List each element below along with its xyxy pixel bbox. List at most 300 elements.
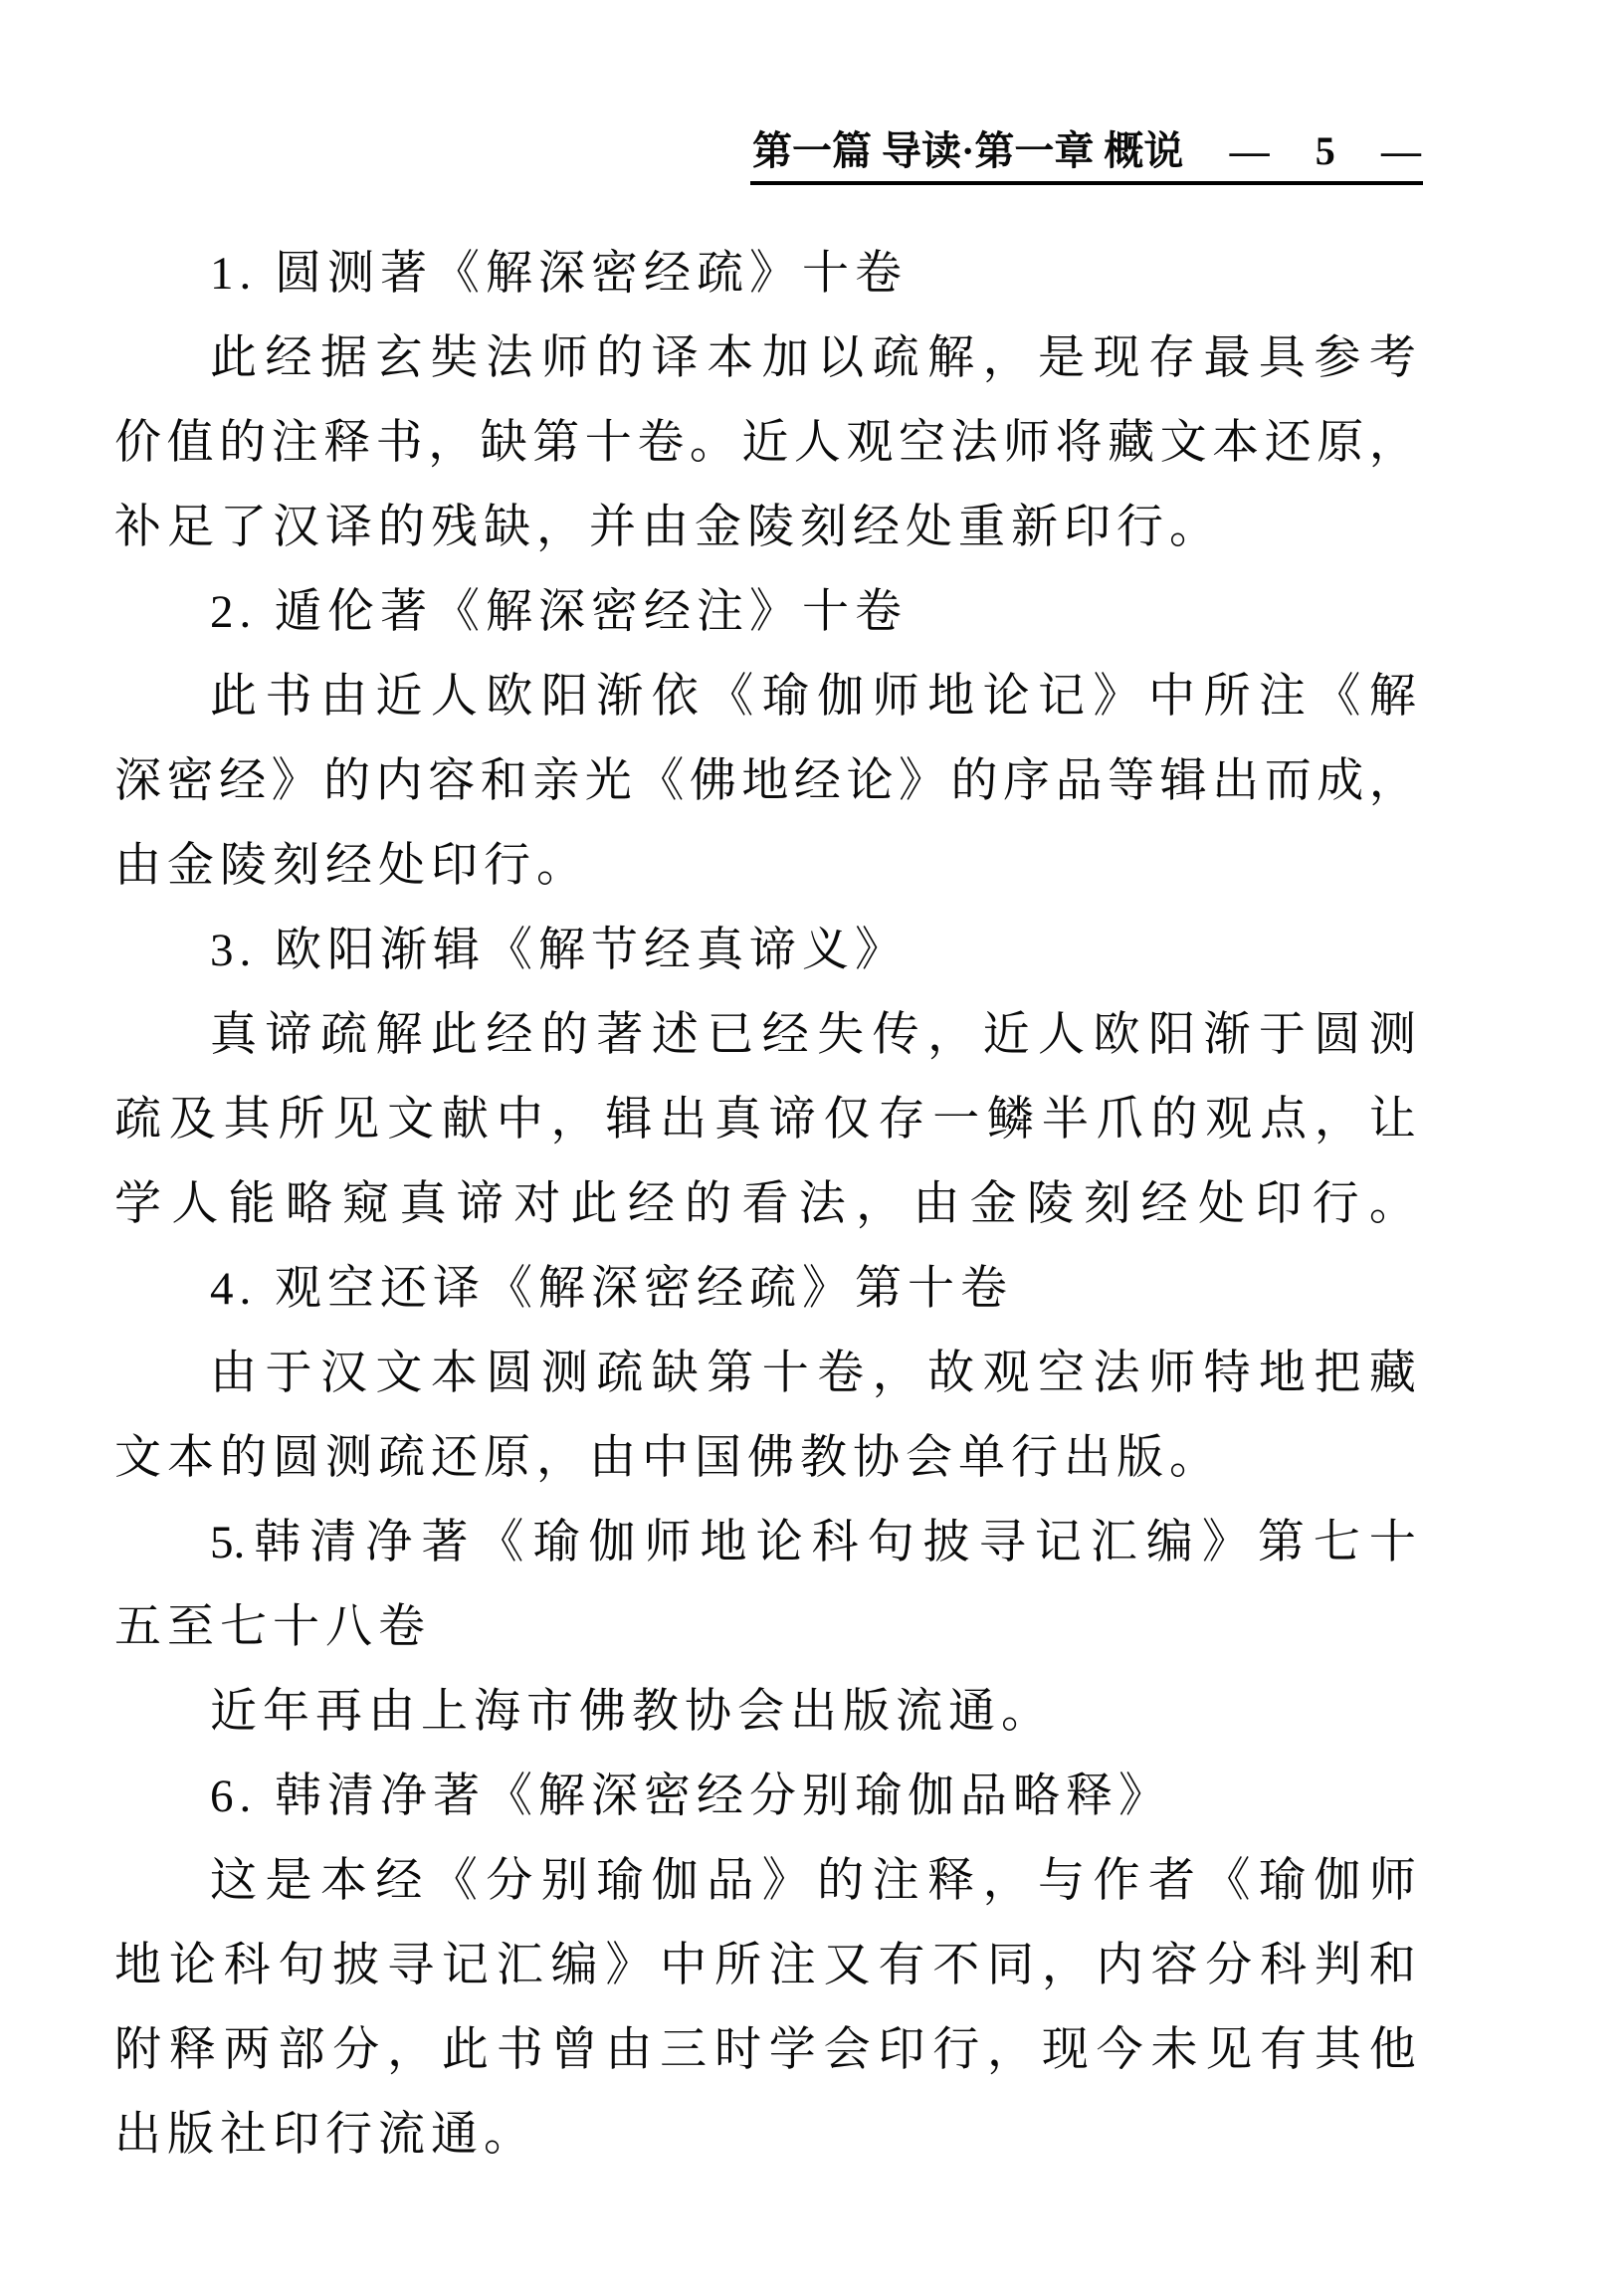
text-char: 品 [1055, 755, 1103, 807]
text-char: 《 [1314, 671, 1361, 723]
text-line [114, 401, 1416, 486]
text-char: 疏 [596, 1348, 644, 1399]
text-char: 和 [480, 755, 527, 807]
text-char: 中 [660, 1940, 708, 1991]
text-char: 论 [168, 1940, 216, 1991]
text-char: 空 [1038, 1348, 1086, 1399]
text-char: 披 [332, 1940, 380, 1991]
running-title: 第一篇 导读·第一章 概说 [752, 128, 1184, 173]
text-char: 及 [168, 1094, 216, 1146]
text-char: 三 [660, 2024, 708, 2076]
text-line [114, 1924, 1416, 2008]
text-char: 的 [323, 755, 371, 807]
text-char: 能 [228, 1178, 276, 1230]
text-char: 法 [950, 417, 998, 469]
text-char: 师 [644, 1517, 692, 1568]
text-char: 者 [1147, 1855, 1195, 1907]
text-char: 地 [700, 1517, 747, 1568]
text-char: 法 [486, 332, 533, 384]
text-char: 书 [496, 2024, 543, 2076]
text-char: 文 [387, 1094, 435, 1146]
text-char: 参 [1314, 332, 1361, 384]
text-char: 学 [114, 1178, 161, 1230]
text-char: 著 [421, 1517, 469, 1568]
text-char: 论 [846, 755, 894, 807]
text-char: 师 [1003, 417, 1051, 469]
text-char: 论 [755, 1517, 803, 1568]
text-char: 成 [1317, 755, 1364, 807]
text-char: 所 [713, 1940, 761, 1991]
text-char: 本 [1212, 417, 1260, 469]
text-char: 伽 [651, 1855, 699, 1907]
text-char: 传 [872, 1009, 919, 1061]
text-char: 原 [1317, 417, 1364, 469]
text-char: 。 [1368, 1178, 1416, 1230]
text-char: 玄 [375, 332, 423, 384]
text-char: 伽 [588, 1517, 636, 1568]
text-char: 地 [927, 671, 975, 723]
text-char: 于 [265, 1348, 312, 1399]
text-char: 藏 [1108, 417, 1155, 469]
text-char: 解 [375, 1009, 423, 1061]
text-char: 汇 [1090, 1517, 1137, 1568]
text-char: 释 [168, 2024, 216, 2076]
text-char: 见 [1205, 2024, 1253, 2076]
text-char: 谛 [456, 1178, 504, 1230]
text-char: 由 [605, 2024, 653, 2076]
text-line: 出版社印行流通。 [114, 2109, 536, 2161]
text-char: 瑜 [532, 1517, 580, 1568]
text-char: 第 [532, 417, 580, 469]
text-char: 观 [846, 417, 894, 469]
text-char: 品 [707, 1855, 754, 1907]
text-char: ， [856, 1178, 904, 1230]
text-char: 故 [927, 1348, 975, 1399]
text-char: 师 [872, 671, 919, 723]
text-char: 据 [319, 332, 367, 384]
text-char: ， [428, 417, 476, 469]
text-char: 真 [210, 1009, 257, 1061]
text-char: 今 [1096, 2024, 1143, 2076]
text-char: 学 [768, 2024, 816, 2076]
text-char: 以 [817, 332, 865, 384]
text-char: 披 [922, 1517, 970, 1568]
text-char: 陵 [1027, 1178, 1074, 1230]
text-line [114, 993, 1416, 1078]
text-char: 地 [741, 755, 789, 807]
text-char: 时 [713, 2024, 761, 2076]
text-char: 净 [365, 1517, 413, 1568]
text-char: 序 [1003, 755, 1051, 807]
text-line: 补足了汉译的残缺，并由金陵刻经处重新印行。 [114, 502, 1222, 553]
text-char: 亲 [532, 755, 580, 807]
text-char: 汇 [496, 1940, 543, 1991]
text-char: 金 [969, 1178, 1017, 1230]
text-char: 于 [1258, 1009, 1306, 1061]
text-char: 释 [323, 417, 371, 469]
text-line [114, 739, 1416, 824]
text-line: 2. 遁伦著《解深密经注》十卷 [210, 586, 908, 638]
text-char: 地 [114, 1940, 161, 1991]
text-char: 附 [114, 2024, 161, 2076]
text-char: 近 [741, 417, 789, 469]
text-char: 》 [605, 1940, 653, 1991]
text-line [114, 1162, 1416, 1247]
text-char: 清 [309, 1517, 357, 1568]
text-char: 记 [1034, 1517, 1082, 1568]
text-char: 阳 [540, 671, 588, 723]
text-char: 佛 [689, 755, 736, 807]
text-char: 同 [987, 1940, 1034, 1991]
text-char: 他 [1368, 2024, 1416, 2076]
text-char: 第 [707, 1348, 754, 1399]
text-char: 》 [898, 755, 945, 807]
text-char: 注 [1258, 671, 1306, 723]
text-line [114, 655, 1416, 739]
page-dash-left: — [1229, 128, 1270, 173]
text-char: 《 [1203, 1855, 1251, 1907]
text-char: 见 [332, 1094, 380, 1146]
text-char: 分 [1205, 1940, 1253, 1991]
text-char: 述 [651, 1009, 699, 1061]
text-char: ， [927, 1009, 975, 1061]
text-char: 》 [271, 755, 318, 807]
text-char: 奘 [430, 332, 478, 384]
text-char: 疏 [319, 1009, 367, 1061]
text-char: 辑 [605, 1094, 653, 1146]
text-char: ， [982, 1855, 1030, 1907]
text-line: 1. 圆测著《解深密经疏》十卷 [210, 248, 908, 300]
text-char: 》 [1201, 1517, 1249, 1568]
text-char: 现 [1093, 332, 1140, 384]
text-char: ， [550, 1094, 598, 1146]
text-char: 印 [878, 2024, 925, 2076]
text-char: 注 [872, 1855, 919, 1907]
text-char: 缺 [480, 417, 527, 469]
text-char: 而 [1264, 755, 1312, 807]
text-char: 的 [950, 755, 998, 807]
text-char: 疏 [114, 1094, 161, 1146]
text-char: 人 [793, 417, 841, 469]
text-char: 存 [878, 1094, 925, 1146]
text-char: ， [1368, 755, 1416, 807]
text-char: 印 [1255, 1178, 1303, 1230]
text-char: 欧 [486, 671, 533, 723]
text-char: 有 [1260, 2024, 1308, 2076]
text-char: 行 [932, 2024, 980, 2076]
text-char: 中 [496, 1094, 543, 1146]
text-char: 科 [811, 1517, 859, 1568]
text-char: 由 [210, 1348, 257, 1399]
text-char: 人 [1038, 1009, 1086, 1061]
text-char: 经 [793, 755, 841, 807]
text-char: 此 [570, 1178, 618, 1230]
text-char: 真 [713, 1094, 761, 1146]
text-char: 编 [550, 1940, 598, 1991]
text-char: 十 [584, 417, 632, 469]
text-char: 瑜 [596, 1855, 644, 1907]
text-char: 经 [265, 332, 312, 384]
text-char: ， [982, 332, 1030, 384]
text-line: 6. 韩清净著《解深密经分别瑜伽品略释》 [210, 1771, 1171, 1822]
text-char: 存 [1147, 332, 1195, 384]
text-char: 测 [540, 1348, 588, 1399]
text-char: 有 [878, 1940, 925, 1991]
text-char: 文 [375, 1348, 423, 1399]
text-char: 此 [430, 1009, 478, 1061]
text-char: 容 [428, 755, 476, 807]
text-line: 文本的圆测疏还原，由中国佛教协会单行出版。 [114, 1432, 1222, 1484]
text-char: 论 [982, 671, 1030, 723]
text-char: 经 [486, 1009, 533, 1061]
text-char: 由 [913, 1178, 960, 1230]
text-char: 半 [1041, 1094, 1089, 1146]
text-char: 缺 [651, 1348, 699, 1399]
text-char: 真 [399, 1178, 447, 1230]
text-char: 刻 [1084, 1178, 1131, 1230]
text-char: 让 [1368, 1094, 1416, 1146]
text-char: 瑜 [761, 671, 809, 723]
page-number: 5 [1315, 128, 1335, 173]
header-underline [750, 181, 1423, 185]
text-char: 空 [898, 417, 945, 469]
text-char: 行 [1312, 1178, 1359, 1230]
text-char: 爪 [1096, 1094, 1143, 1146]
text-char: 与 [1038, 1855, 1086, 1907]
text-char: 对 [513, 1178, 561, 1230]
text-char: 的 [817, 1855, 865, 1907]
text-char: 阳 [1147, 1009, 1195, 1061]
text-char: 第 [1257, 1517, 1305, 1568]
text-char: 的 [685, 1178, 732, 1230]
text-char: 人 [430, 671, 478, 723]
text-char: ， [872, 1348, 919, 1399]
text-char: 本 [707, 332, 754, 384]
text-char: 伽 [1314, 1855, 1361, 1907]
text-char: ， [387, 2024, 435, 2076]
text-char: 其 [1314, 2024, 1361, 2076]
text-char: 寻 [387, 1940, 435, 1991]
text-char: 出 [660, 1094, 708, 1146]
text-char: 近 [375, 671, 423, 723]
text-char: 句 [278, 1940, 325, 1991]
text-char: 寻 [978, 1517, 1026, 1568]
page-header [752, 128, 1421, 173]
text-char: 谛 [265, 1009, 312, 1061]
text-char: 经 [761, 1009, 809, 1061]
text-char: 科 [223, 1940, 271, 1991]
text-char: 别 [540, 1855, 588, 1907]
text-char: 5. [210, 1517, 246, 1568]
text-char: 曾 [550, 2024, 598, 2076]
text-char: 点 [1260, 1094, 1308, 1146]
text-char: 《 [707, 671, 754, 723]
text-char: 注 [768, 1940, 816, 1991]
text-char: 地 [1258, 1348, 1306, 1399]
text-char: 具 [1258, 332, 1306, 384]
text-char: 献 [441, 1094, 489, 1146]
text-char: 《 [477, 1517, 524, 1568]
text-char: 的 [540, 1009, 588, 1061]
text-char: 的 [1150, 1094, 1198, 1146]
text-char: 分 [332, 2024, 380, 2076]
text-char: 师 [540, 332, 588, 384]
text-char: 藏 [1368, 1348, 1416, 1399]
text-char: 观 [1205, 1094, 1253, 1146]
text-char: 等 [1108, 755, 1155, 807]
text-char: 测 [1368, 1009, 1416, 1061]
text-char: 加 [761, 332, 809, 384]
text-char: 密 [166, 755, 214, 807]
text-char: 此 [210, 671, 257, 723]
text-char: 译 [651, 332, 699, 384]
text-char: 韩 [254, 1517, 302, 1568]
text-char: 法 [1093, 1348, 1140, 1399]
text-char: 本 [430, 1348, 478, 1399]
text-char: 科 [1260, 1940, 1308, 1991]
text-char: 的 [219, 417, 267, 469]
text-char: 光 [584, 755, 632, 807]
text-line: 近年再由上海市佛教协会出版流通。 [210, 1686, 1054, 1738]
text-char: 卷 [637, 417, 685, 469]
text-char: 》 [1093, 671, 1140, 723]
text-char: 渐 [1203, 1009, 1251, 1061]
text-char: 著 [596, 1009, 644, 1061]
text-char: 最 [1203, 332, 1251, 384]
text-line [114, 1839, 1416, 1924]
body-text [114, 232, 1416, 2178]
text-char: 还 [1264, 417, 1312, 469]
text-char: 本 [319, 1855, 367, 1907]
text-char: 欧 [1093, 1009, 1140, 1061]
text-char: ， [1314, 1094, 1361, 1146]
text-char: 经 [1140, 1178, 1188, 1230]
text-line [114, 1501, 1416, 1585]
text-char: 鳞 [987, 1094, 1034, 1146]
text-char: 辑 [1159, 755, 1207, 807]
text-char: 考 [1368, 332, 1416, 384]
text-char: 十 [1368, 1517, 1416, 1568]
text-char: 渐 [596, 671, 644, 723]
text-char: 把 [1314, 1348, 1361, 1399]
text-char: 谛 [768, 1094, 816, 1146]
text-char: 会 [823, 2024, 871, 2076]
text-char: 仅 [823, 1094, 871, 1146]
text-char: 这 [210, 1855, 257, 1907]
text-line: 4. 观空还译《解深密经疏》第十卷 [210, 1263, 1013, 1315]
text-char: 》 [761, 1855, 809, 1907]
text-char: 经 [627, 1178, 675, 1230]
text-char: 判 [1314, 1940, 1361, 1991]
text-char: 书 [265, 671, 312, 723]
text-char: 窥 [342, 1178, 390, 1230]
text-line: 由金陵刻经处印行。 [114, 840, 589, 892]
text-char: 不 [932, 1940, 980, 1991]
text-char: 依 [651, 671, 699, 723]
text-char: ， [1368, 417, 1416, 469]
text-char: 的 [596, 332, 644, 384]
text-char: 价 [114, 417, 161, 469]
text-char: 。 [689, 417, 736, 469]
text-char: 所 [278, 1094, 325, 1146]
text-char: 由 [319, 671, 367, 723]
text-char: 和 [1368, 1940, 1416, 1991]
text-char: 文 [1159, 417, 1207, 469]
text-char: 解 [927, 332, 975, 384]
text-line [114, 2008, 1416, 2093]
text-char: 内 [375, 755, 423, 807]
text-char: 经 [375, 1855, 423, 1907]
text-char: 一 [932, 1094, 980, 1146]
text-char: 中 [1147, 671, 1195, 723]
text-char: 将 [1055, 417, 1103, 469]
text-char: 又 [823, 1940, 871, 1991]
text-char: 此 [210, 332, 257, 384]
text-char: 伽 [817, 671, 865, 723]
text-line: 3. 欧阳渐辑《解节经真谛义》 [210, 925, 908, 976]
text-char: 师 [1147, 1348, 1195, 1399]
text-char: 圆 [1314, 1009, 1361, 1061]
text-char: 圆 [486, 1348, 533, 1399]
text-char: 特 [1203, 1348, 1251, 1399]
text-char: 未 [1150, 2024, 1198, 2076]
text-char: 略 [285, 1178, 332, 1230]
text-char: 所 [1203, 671, 1251, 723]
text-char: 观 [982, 1348, 1030, 1399]
text-char: 《 [637, 755, 685, 807]
text-char: 释 [927, 1855, 975, 1907]
text-char: 看 [741, 1178, 789, 1230]
text-char: 师 [1368, 1855, 1416, 1907]
text-char: 近 [982, 1009, 1030, 1061]
text-char: ， [1041, 1940, 1089, 1991]
text-char: 失 [817, 1009, 865, 1061]
page-dash-right: — [1381, 128, 1421, 173]
text-line [114, 316, 1416, 401]
text-char: 已 [707, 1009, 754, 1061]
text-char: 人 [171, 1178, 219, 1230]
text-char: 作 [1093, 1855, 1140, 1907]
text-char: 是 [265, 1855, 312, 1907]
text-char: 此 [441, 2024, 489, 2076]
text-char: 注 [271, 417, 318, 469]
text-char: 记 [1038, 671, 1086, 723]
text-char: 法 [798, 1178, 846, 1230]
text-char: 分 [486, 1855, 533, 1907]
text-line: 五至七十八卷 [114, 1601, 431, 1653]
text-char: 经 [219, 755, 267, 807]
text-char: ， [987, 2024, 1034, 2076]
text-char: 解 [1368, 671, 1416, 723]
text-char: 两 [223, 2024, 271, 2076]
text-line [114, 1332, 1416, 1416]
text-char: 编 [1145, 1517, 1193, 1568]
text-char: 疏 [872, 332, 919, 384]
text-char: 七 [1313, 1517, 1360, 1568]
text-char: 部 [278, 2024, 325, 2076]
text-line [114, 1078, 1416, 1162]
text-char: 记 [441, 1940, 489, 1991]
text-char: 内 [1096, 1940, 1143, 1991]
text-char: 深 [114, 755, 161, 807]
text-char: 《 [430, 1855, 478, 1907]
text-char: 句 [867, 1517, 914, 1568]
text-char: 卷 [817, 1348, 865, 1399]
text-char: 值 [166, 417, 214, 469]
text-char: 瑜 [1258, 1855, 1306, 1907]
text-char: 出 [1212, 755, 1260, 807]
text-char: 处 [1197, 1178, 1245, 1230]
